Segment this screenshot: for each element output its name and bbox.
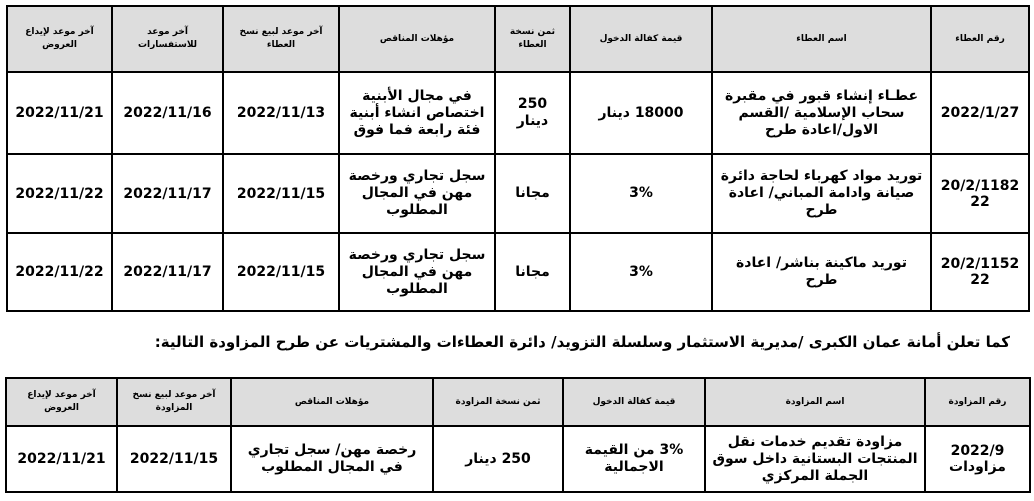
auctions-table: [5, 377, 1031, 493]
tender-bond: 3%: [570, 233, 712, 311]
tender-submission-deadline: 2022/11/22: [7, 233, 112, 311]
tender-qualifications: سجل تجاري ورخصة مهن في المجال المطلوب: [339, 233, 495, 311]
tender-number: 20/2/1182 22: [931, 154, 1029, 233]
header-number: رقم المزاودة: [925, 378, 1030, 426]
table-row: [7, 233, 1029, 311]
table-row: [7, 72, 1029, 154]
tender-inquiry-deadline: 2022/11/17: [112, 233, 223, 311]
header-sale-deadline: آخر موعد لبيع نسخ العطاء: [223, 6, 339, 72]
tender-name: توريد مواد كهرباء لحاجة دائرة صيانة وادامة المباني/ اعادة طرح: [712, 154, 931, 233]
auction-bond: 3% من القيمة الاجمالية: [563, 426, 705, 492]
tender-inquiry-deadline: 2022/11/16: [112, 72, 223, 154]
header-number: رقم العطاء: [931, 6, 1029, 72]
tender-qualifications: في مجال الأبنية اختصاص انشاء أبنية فئة رابعة فما فوق: [339, 72, 495, 154]
header-sale-deadline: آخر موعد لبيع نسخ المزاودة: [117, 378, 231, 426]
auctions-header-row: [6, 378, 1030, 426]
tender-sale-deadline: 2022/11/15: [223, 154, 339, 233]
tender-name: عطـاء إنشاء قبور في مقبرة سحاب الإسلامية /القسم الاول/اعادة طرح: [712, 72, 931, 154]
tender-bond: 3%: [570, 154, 712, 233]
header-name: اسم العطاء: [712, 6, 931, 72]
header-inquiry-deadline: آخر موعد للاستفسارات: [112, 6, 223, 72]
tenders-table: [6, 5, 1030, 312]
header-copy-price: ثمن نسخة العطاء: [495, 6, 570, 72]
tender-inquiry-deadline: 2022/11/17: [112, 154, 223, 233]
header-qualifications: مؤهلات المناقص: [339, 6, 495, 72]
tender-submission-deadline: 2022/11/21: [7, 72, 112, 154]
header-bond: قيمة كفالة الدخول: [563, 378, 705, 426]
tender-bond: 18000 دينار: [570, 72, 712, 154]
auction-number: 2022/9 مزاودات: [925, 426, 1030, 492]
header-submission-deadline: آخر موعد لإيداع العروض: [7, 6, 112, 72]
header-name: اسم المزاودة: [705, 378, 925, 426]
auction-sale-deadline: 2022/11/15: [117, 426, 231, 492]
table-row: [7, 154, 1029, 233]
header-submission-deadline: آخر موعد لإيداع العروض: [6, 378, 117, 426]
auction-submission-deadline: 2022/11/21: [6, 426, 117, 492]
tender-name: توريد ماكينة بناشر/ اعادة طرح: [712, 233, 931, 311]
tender-submission-deadline: 2022/11/22: [7, 154, 112, 233]
header-qualifications: مؤهلات المناقص: [231, 378, 433, 426]
tender-copy-price: مجانا: [495, 154, 570, 233]
tenders-header-row: [7, 6, 1029, 72]
tender-number: 20/2/1152 22: [931, 233, 1029, 311]
header-copy-price: ثمن نسخة المزاودة: [433, 378, 563, 426]
auction-qualifications: رخصة مهن/ سجل تجاري في المجال المطلوب: [231, 426, 433, 492]
header-bond: قيمة كفالة الدخول: [570, 6, 712, 72]
table-row: [6, 426, 1030, 492]
tender-number: 2022/1/27: [931, 72, 1029, 154]
auction-copy-price: 250 دينار: [433, 426, 563, 492]
tender-copy-price: 250 دينار: [495, 72, 570, 154]
auction-name: مزاودة تقديم خدمات نقل المنتجات البستانية داخل سوق الجملة المركزي: [705, 426, 925, 492]
tender-qualifications: سجل تجاري ورخصة مهن في المجال المطلوب: [339, 154, 495, 233]
tender-copy-price: مجانا: [495, 233, 570, 311]
tender-sale-deadline: 2022/11/15: [223, 233, 339, 311]
tender-sale-deadline: 2022/11/13: [223, 72, 339, 154]
auction-announcement: كما تعلن أمانة عمان الكبرى /مديرية الاستثمار وسلسلة التزويد/ دائرة العطاءات والمشتريات عن طرح المزاودة التالية:: [154, 333, 1010, 351]
